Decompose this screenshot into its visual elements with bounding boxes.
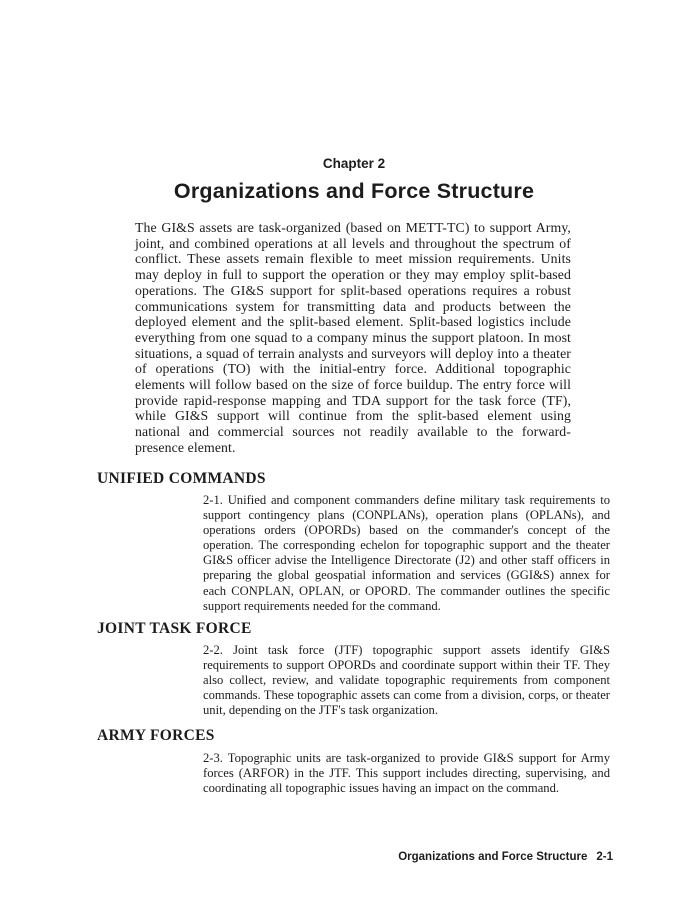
intro-paragraph: The GI&S assets are task-organized (based on METT-TC) to support Army, joint, and combined operations at all levels and throughout the spectrum of conflict. These assets remain flexible to meet mission requirements. Units may deploy in full to support the operation or they may employ split-based operations. The GI&S support for split-based operations requires a robust communications system for transmitting data and products between the deployed element and the split-based element. Split-based logistics include everything from one squad to a company minus the support platoon. In most situations, a squad of terrain analysts and surveyors will deploy into a theater of operations (TO) with the initial-entry force. Additional topographic elements will follow based on the size of force buildup. The entry force will provide rapid-response mapping and TDA support for the task force (TF), while GI&S support will continue from the split-based element using national and commercial sources not readily available to the forward-presence element. <box>135 220 571 455</box>
section-heading-unified-commands: UNIFIED COMMANDS <box>97 470 266 487</box>
paragraph-2-2: 2-2. Joint task force (JTF) topographic support assets identify GI&S requirements to support OPORDs and coordinate support within their TF. They also collect, review, and validate topographic requirements from component commands. These topographic assets can come from a division, corps, or theater unit, depending on the JTF's task organization. <box>203 643 610 718</box>
chapter-label: Chapter 2 <box>322 156 386 171</box>
paragraph-2-1: 2-1. Unified and component commanders define military task requirements to support contingency plans (CONPLANs), operation plans (OPLANs), and operations orders (OPORDs) based on the commander's concept of the operation. The corresponding echelon for topographic support and the theater GI&S officer advise the Intelligence Directorate (J2) and other staff officers in preparing the global geospatial information and services (GGI&S) annex for each CONPLAN, OPLAN, or OPORD. The commander outlines the specific support requirements needed for the command. <box>203 493 610 613</box>
section-heading-joint-task-force: JOINT TASK FORCE <box>97 620 252 637</box>
section-heading-army-forces: ARMY FORCES <box>97 727 215 744</box>
footer-page-number: 2-1 <box>596 851 613 863</box>
paragraph-2-3: 2-3. Topographic units are task-organized to provide GI&S support for Army forces (ARFOR) in the JTF. This support includes directing, supervising, and coordinating all topographic issues having an impact on the command. <box>203 751 610 796</box>
page-footer <box>0 851 613 863</box>
footer-title: Organizations and Force Structure <box>398 851 588 863</box>
page-title: Organizations and Force Structure <box>173 179 535 203</box>
